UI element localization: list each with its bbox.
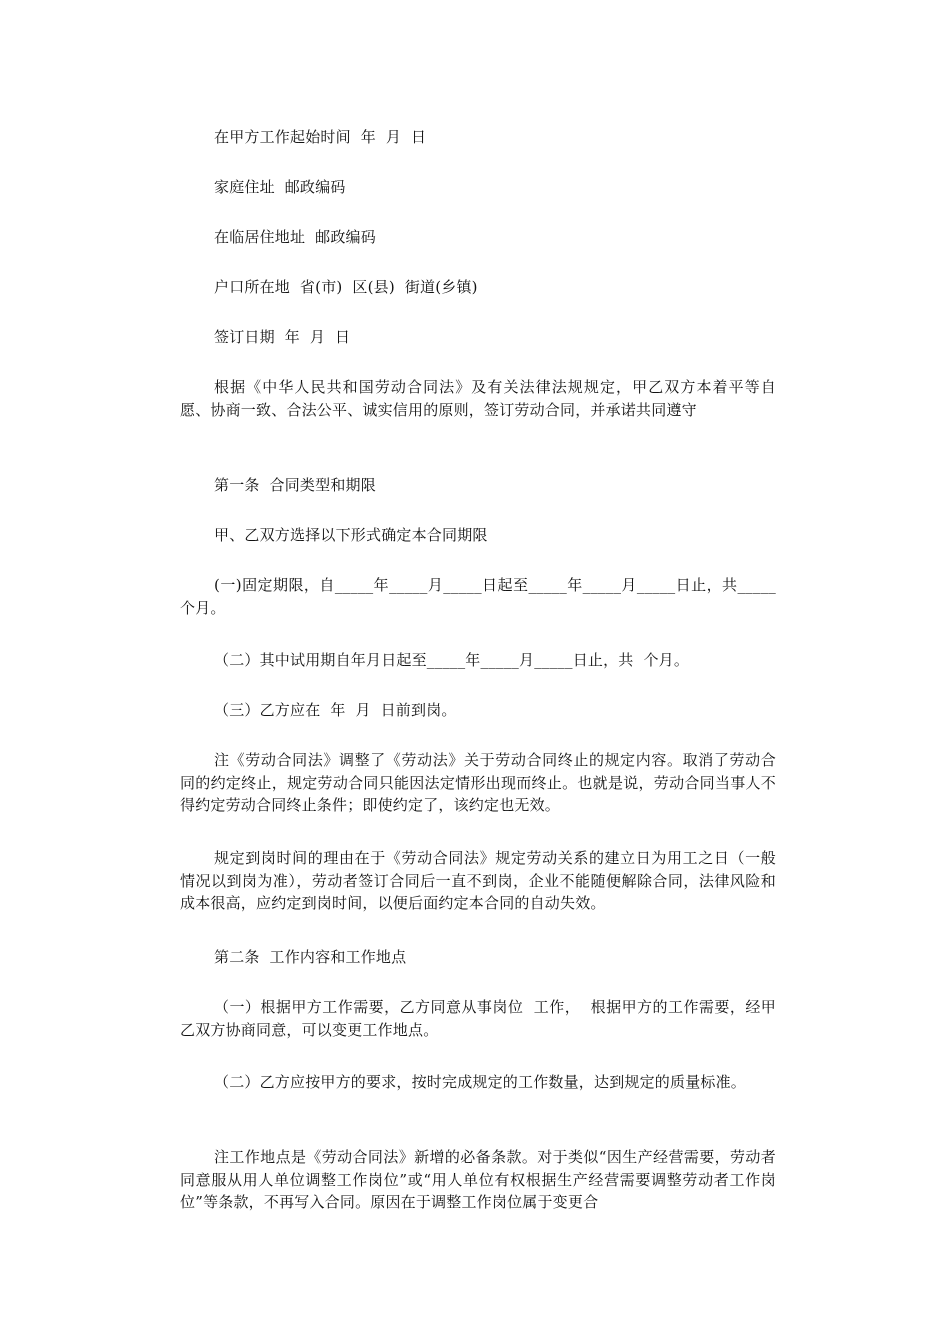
home-address-line: 家庭住址 邮政编码	[214, 178, 346, 196]
term-intro-line: 甲、乙双方选择以下形式确定本合同期限	[214, 526, 488, 544]
signing-date-line: 签订日期 年 月 日	[214, 328, 351, 346]
report-date-clause: （三）乙方应在 年 月 日前到岗。	[214, 701, 457, 719]
article-one-heading: 第一条 合同类型和期限	[214, 476, 376, 494]
preamble-paragraph: 根据《中华人民共和国劳动合同法》及有关法律法规规定，甲乙双方本着平等自愿、协商一致、合法公平、诚实信用的原则，签订劳动合同，并承诺共同遵守	[180, 378, 776, 419]
report-time-note: 规定到岗时间的理由在于《劳动合同法》规定劳动关系的建立日为用工之日（一般情况以到岗为准），劳动者签订合同后一直不到岗，企业不能随便解除合同，法律风险和成本很高，应约定到岗时间，以便后面约定本合同的自动失效。	[180, 849, 776, 912]
temporary-address-line: 在临居住地址 邮政编码	[214, 228, 376, 246]
article-two-heading: 第二条 工作内容和工作地点	[214, 948, 407, 966]
fixed-term-clause: (一)固定期限，自_____年_____月_____日起至_____年_____月_____日止，共_____个月。	[180, 576, 776, 617]
work-location-note: 注工作地点是《劳动合同法》新增的必备条款。对于类似“因生产经营需要，劳动者同意服从用人单位调整工作岗位”或“用人单位有权根据生产经营需要调整劳动者工作岗位”等条款，不再写入合同。原因在于调整工作岗位属于变更合	[180, 1148, 776, 1211]
start-date-line: 在甲方工作起始时间 年 月 日	[214, 128, 427, 146]
household-registration-line: 户口所在地 省(市) 区(县) 街道(乡镇)	[214, 278, 478, 296]
probation-clause: （二）其中试用期自年月日起至_____年_____月_____日止，共 个月。	[214, 651, 690, 669]
job-position-clause: （一）根据甲方工作需要，乙方同意从事岗位 工作， 根据甲方的工作需要，经甲乙双方协商同意，可以变更工作地点。	[180, 998, 776, 1039]
work-quality-clause: （二）乙方应按甲方的要求，按时完成规定的工作数量，达到规定的质量标准。	[214, 1073, 747, 1091]
termination-note: 注《劳动合同法》调整了《劳动法》关于劳动合同终止的规定内容。取消了劳动合同的约定终止，规定劳动合同只能因法定情形出现而终止。也就是说，劳动合同当事人不得约定劳动合同终止条件；即使约定了，该约定也无效。	[180, 751, 776, 814]
